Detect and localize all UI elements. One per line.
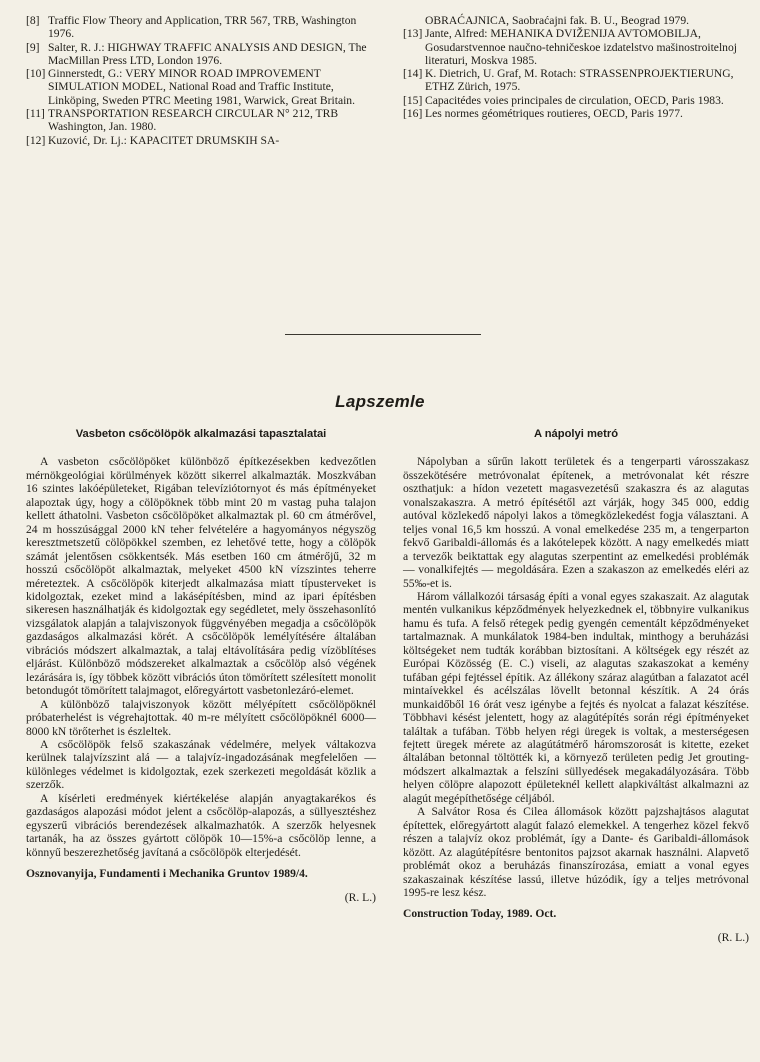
article-signature: (R. L.) xyxy=(717,930,749,944)
article-paragraph: Nápolyban a sűrűn lakott területek és a tengerparti városszakasz összekötésére metróvonalat építenek, a metróvonalat két részre oszthatjuk: a hídon vezetett magasvezetésű szakaszra és az alagutas vonalszakaszra. A metró építésétől azt várják, hogy 345 000, eddig autóval közlekedő nápolyi lakos a tömegközlekedést fogja választani. A teljes vonal 16,5 km hosszú. A vonal emelkedése 235 m, a tengerparton fekvő Garibaldi-állomás és a lakótelepek között. A nagy emelkedés miatt a tervezők beiktattak egy alagutas szerpentint az emelkedési problémák — vonalkifejtés — megoldására. Ezen a szakaszon az emelkedés eléri az 55‰-et is. xyxy=(403,455,749,590)
reference-item: [9] Salter, R. J.: HIGHWAY TRAFFIC ANALYSIS AND DESIGN, The MacMillan Press LTD, London 1976. xyxy=(26,40,367,67)
reference-item: OBRAĆAJNICA, Saobraćajni fak. B. U., Beograd 1979. xyxy=(425,14,690,27)
reference-item: [13] Jante, Alfred: MEHANIKA DVIŽENIJA AVTOMOBILJA, Gosudarstvennoe naučno-tehničeskoe izdatelstvo mašinostroitelnoj literaturi, Moskva 1985. xyxy=(403,27,737,67)
references-left xyxy=(26,14,376,147)
article-paragraph: Három vállalkozói társaság építi a vonal egyes szakaszait. Az alagutak mentén vulkanikus képződmények helyezkednek el, többnyire vulkanikus hamu és tufa. A felső rétegek pedig gyengén cementált képződményeket tartalmaznak. A munkálatok 1984-ben indultak, minthogy a beruházási költségeket nem tudták korábban biztosítani. A költségek egy részét az Európai Közösség (E. C.) viseli, az alagutas szakaszokat a kemény tufában gépi fejtéssel építik. Az állékony száraz alagútban a falazatot acél mintaívekkel és acélszálas lövellt betonnal készítik. A 24 órás munkaidőből 16 órát vesz igénybe a fejtés és nyolcat a falazat készítése. Többhavi késést jelentett, hogy az alagútépítés során régi építményeket találtak a tufában. Több helyen régi üregek is voltak, a mesterségesen fejtett üregek mérete az alagútátmérő háromszorosát is kitette, ezeket általában betonnal töltötték ki, a környező területen pedig Jet grouting-módszert alkalmaztak a felszíni süllyedések megakadályozására. Több helyen cölöpre alapozott épületeknél kellett alapkiváltást alkalmazni az alagút megépíthetősége céljából. xyxy=(403,589,749,805)
reference-item: [10] Ginnerstedt, G.: VERY MINOR ROAD IMPROVEMENT SIMULATION MODEL, National Road and Traffic Institute, Linköping, Sweden PTRC Meeting 1981, Warwick, Great Britain. xyxy=(26,67,356,107)
right-article xyxy=(403,428,749,944)
article-source: Construction Today, 1989. Oct. xyxy=(403,907,557,921)
reference-item: [11] TRANSPORTATION RESEARCH CIRCULAR N° 212, TRB Washington, Jan. 1980. xyxy=(26,107,339,134)
reference-item: [16] Les normes géométriques routieres, OECD, Paris 1977. xyxy=(403,107,683,121)
article-paragraph: A különböző talajviszonyok között mélyépített csőcölöpöknél próbaterhelést is végrehajtottak. 40 m-re mélyített csőcölöpöknél 6000—8000 kN törőterhet is észleltek. xyxy=(26,697,376,738)
references-right xyxy=(403,14,748,120)
section-divider xyxy=(285,334,481,335)
reference-item: [8] Traffic Flow Theory and Application, TRR 567, TRB, Washington 1976. xyxy=(26,14,357,41)
section-title: Lapszemle xyxy=(335,392,425,411)
reference-item: [12] Kuzović, Dr. Lj.: KAPACITET DRUMSKIH SA- xyxy=(26,133,280,147)
left-article xyxy=(26,428,376,904)
article-title: A nápolyi metró xyxy=(533,428,619,440)
article-paragraph: A kísérleti eredmények kiértékelése alapján anyagtakarékos és gazdaságos alapozási módot jelent a csőcölöp-alapozás, a süllyesztéshez egyszerű vibrációs berendezések alkalmazhatók. A szerzők helyesnek tartanák, ha az összes gyártott cölöpök 10—15%-a csőcölöp lenne, a könnyű beszerezhetőség javítaná a csőcölöpök elterjedését. xyxy=(26,791,376,859)
reference-item: [14] K. Dietrich, U. Graf, M. Rotach: STRASSENPROJEKTIERUNG, ETHZ Zürich, 1975. xyxy=(403,67,734,94)
article-signature: (R. L.) xyxy=(344,890,376,904)
article-source: Osznovanyija, Fundamenti i Mechanika Gruntov 1989/4. xyxy=(26,867,308,881)
article-title: Vasbeton csőcölöpök alkalmazási tapasztalatai xyxy=(75,428,327,440)
article-paragraph: A vasbeton csőcölöpöket különböző építkezésekben kedvezőtlen mérnökgeológiai körülmények között sikerrel alkalmazták. Moszkvában 16 szintes lakóépületeket, Rigában televíziótornyot és más építményeket alapoztak úgy, hogy a cölöpöknek több mint 20 m vastag puha talajon kellett áthatolni. Vasbeton csőcölöpöket alkalmaztak pl. 60 cm átmérővel, 24 m hosszúsággal 2000 kN teher felvételére a hagyományos négyszög keresztmetszetű cölöpökkel szemben, ez lehetővé tette, hogy a cölöpök számát jelentősen csökkentsék. Más esetben 160 cm átmérőjű, 32 m hosszú csőcölöpöt alkalmaztak, melyeket 4500 kN vízszintes teherre méreteztek. A csőcölöpök kiterjedt alkalmazása miatt típusterveket is kidolgoztak, ezeket mind a lakásépítésben, mind az ipari építésben sikeresen használhatják és kidolgoztak egy segédletet, mely összehasonlító vizsgálatok alapján a talajviszonyok függvényében megadja a csőcölöpök gazdaságos alkalmazási körét. A csőcölöpök lemélyítésére általában vibrációs módszert alkalmaztak, a talaj eltávolítására pedig vízöblítéses eljárást. Különböző módszereket alkalmaztak a csőcölöp alsó végének lezárására is, így többek között vibrációs úton tömörített szélesített monolit betondugót tömörített talajmagot, előregyártott vasbetonlezáró-elemet. xyxy=(26,455,376,698)
article-paragraph: A Salvátor Rosa és Cilea állomások között pajzshajtásos alagutat építettek, előregyártott alagút falazó elemekkel. A tengerhez közel fekvő részen a talajvíz okoz problémát, így a Dante- és Garibaldi-állomások között. Az alagútépítésre bentonitos pajzsot akarnak használni. Alapvető problémát okoz a beruházás finanszírozása, emiatt a vonal egyes szakaszainak készítése lassú, illetve húzódik, így a teljes metróvonal 1995-re lesz kész. xyxy=(403,805,749,899)
reference-item: [15] Capacitédes voies principales de circulation, OECD, Paris 1983. xyxy=(403,93,724,107)
article-paragraph: A csőcölöpök felső szakaszának védelmére, melyek váltakozva kerülnek talajvízszint alá — a talajvíz-ingadozásának megfelelően — különleges védelmet is kidolgoztak, ezek szerkezeti megoldását közlik a szerzők. xyxy=(26,737,376,792)
